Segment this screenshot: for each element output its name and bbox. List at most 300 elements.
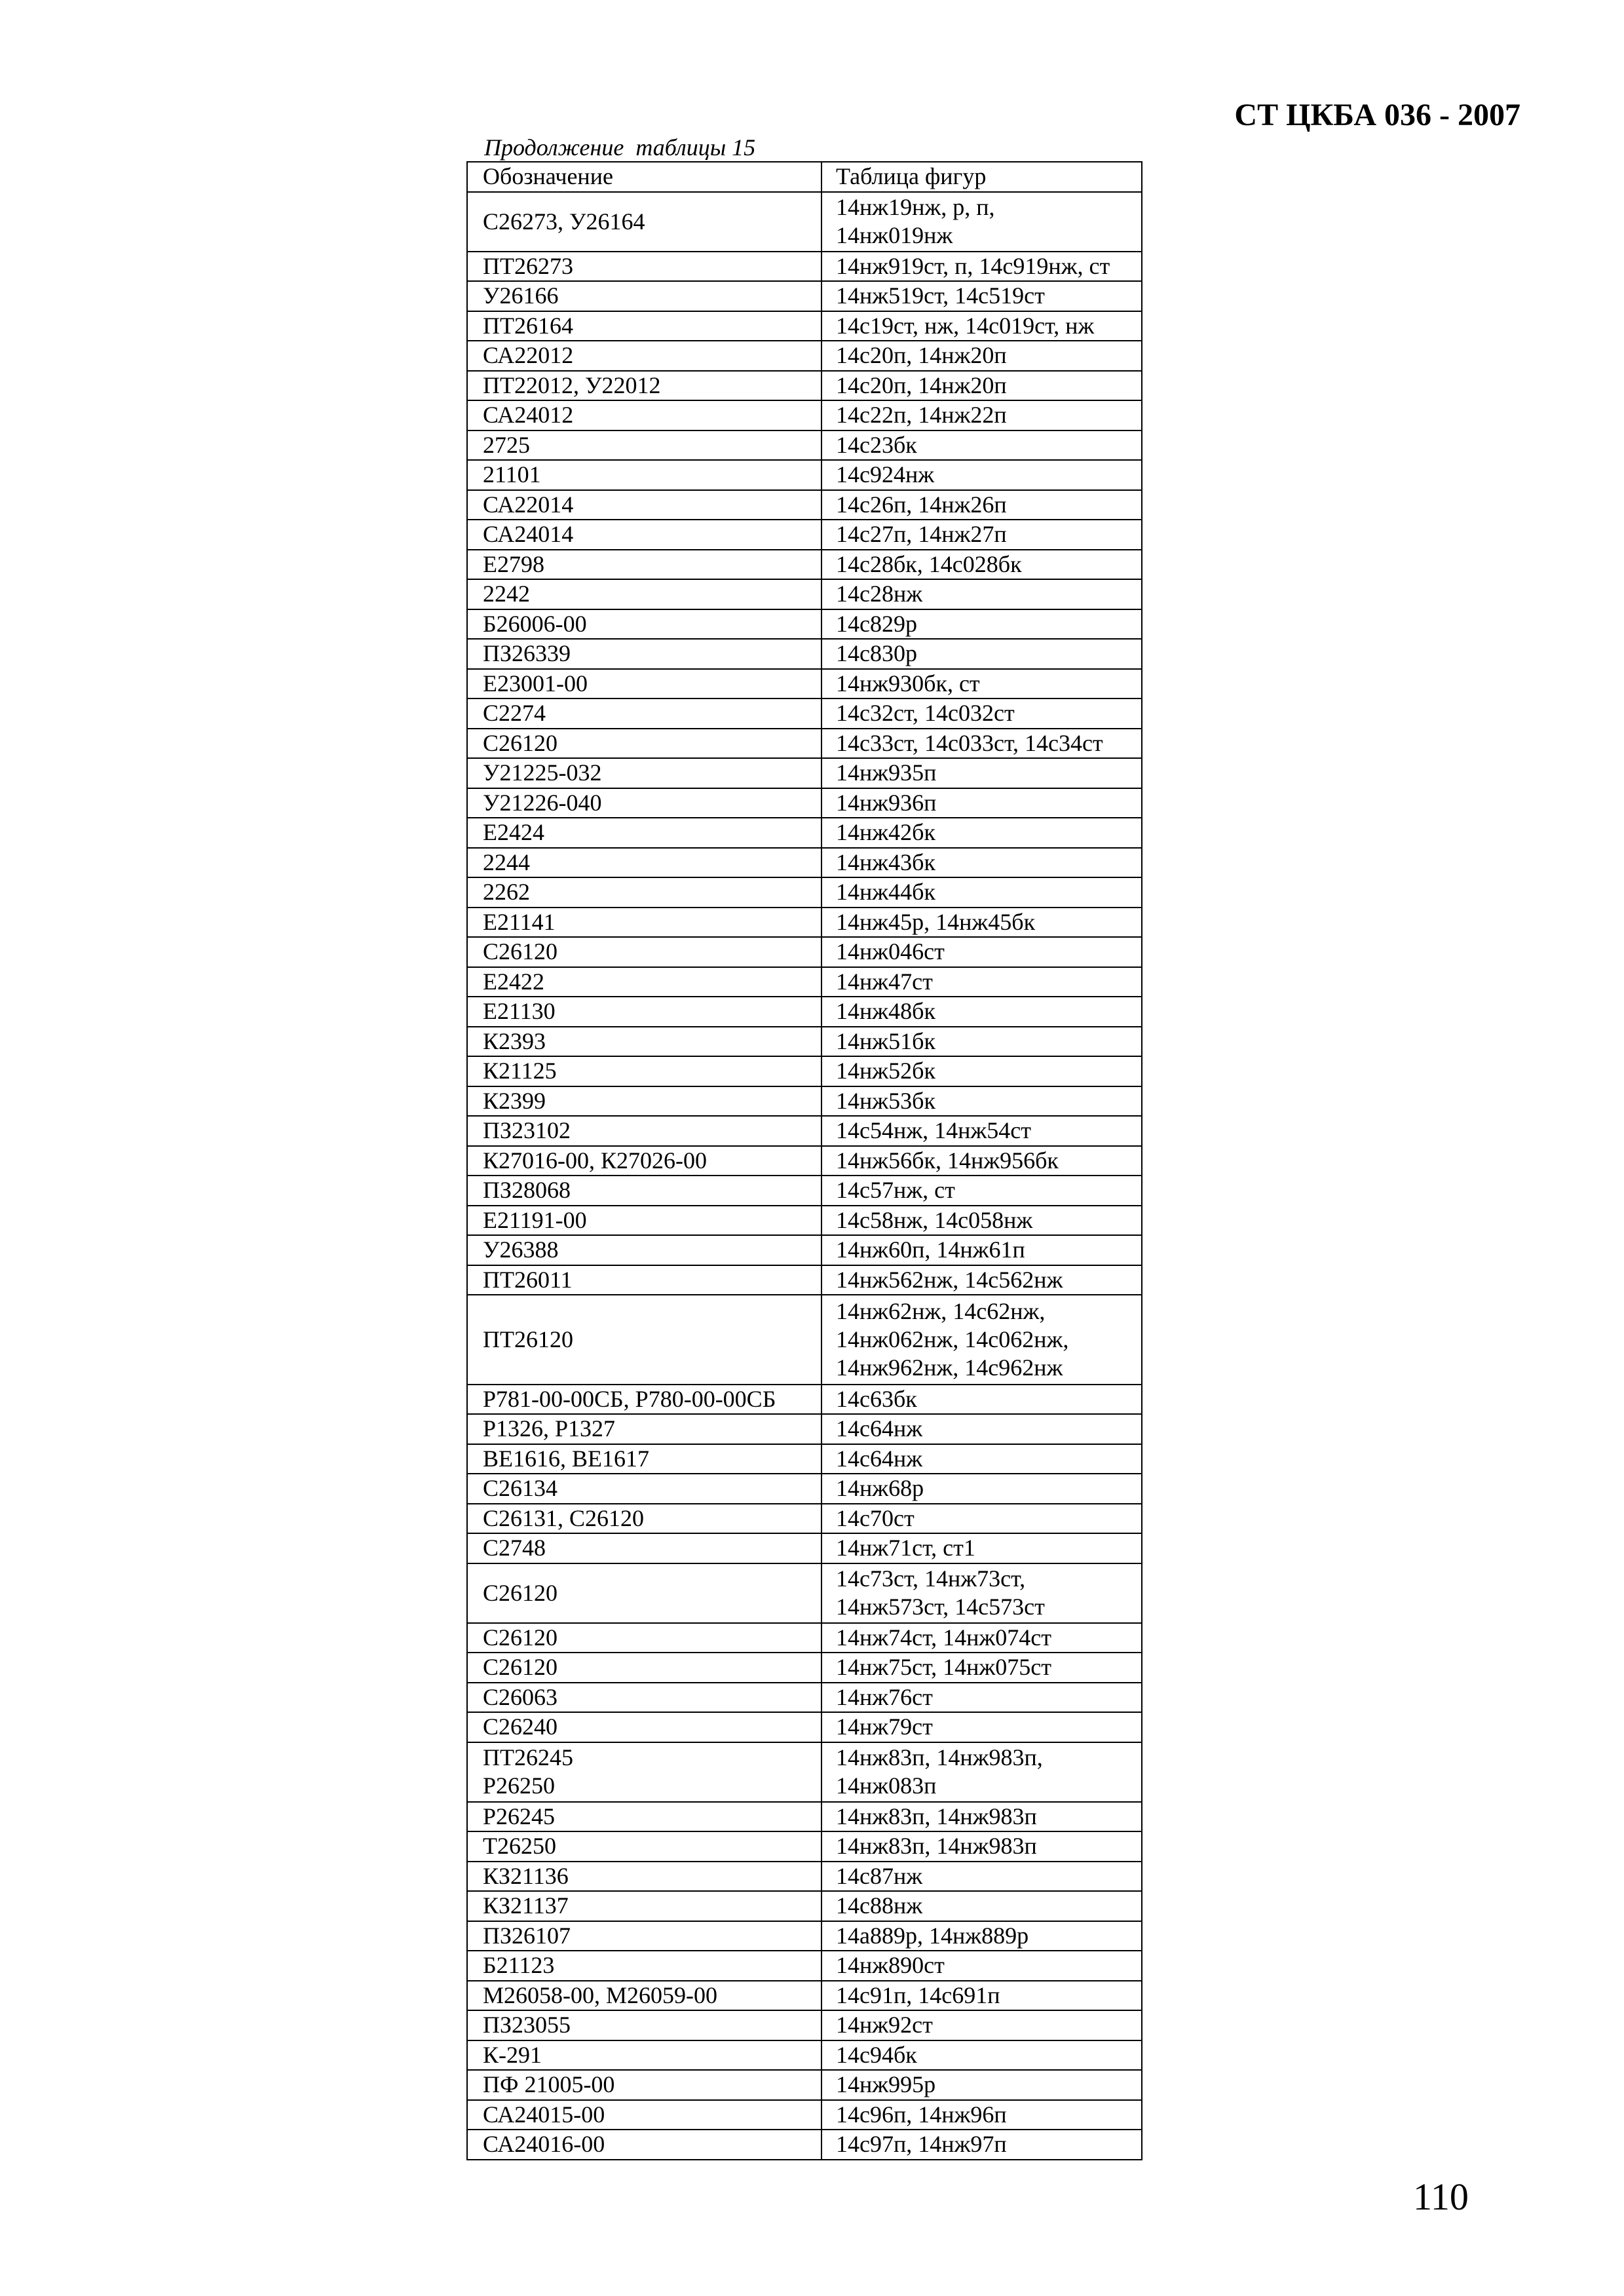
table-row	[468, 1117, 1141, 1147]
designation-cell	[468, 1266, 822, 1295]
designation-cell	[468, 2041, 822, 2070]
figure-table-line: 14нж83п, 14нж983п	[836, 1833, 1037, 1860]
designation-line: 21101	[483, 461, 541, 488]
designation-cell	[468, 729, 822, 758]
figure-table-line: 14с32ст, 14с032ст	[836, 700, 1015, 727]
table-caption: Продолжение таблицы 15	[484, 134, 756, 161]
table-row	[468, 1266, 1141, 1296]
figure-table-cell	[822, 193, 1141, 251]
table-row	[468, 640, 1141, 670]
column-header-designation-label: Обозначение	[483, 163, 613, 190]
figure-table-cell	[822, 1087, 1141, 1116]
table-row	[468, 1147, 1141, 1177]
designation-line: С2748	[483, 1535, 546, 1561]
designation-cell	[468, 849, 822, 877]
table-row	[468, 1951, 1141, 1981]
figure-table-cell	[822, 1057, 1141, 1086]
designation-cell	[468, 1385, 822, 1414]
table-row	[468, 789, 1141, 819]
figure-table-cell	[822, 1147, 1141, 1176]
figure-table-cell	[822, 520, 1141, 549]
figure-table-cell	[822, 252, 1141, 281]
figure-table-line: 14нж562нж, 14с562нж	[836, 1266, 1063, 1293]
table-row	[468, 1832, 1141, 1862]
table-row	[468, 2041, 1141, 2071]
figure-table-line: 14нж47ст	[836, 968, 933, 995]
designation-line: ПЗ23055	[483, 2012, 571, 2038]
figure-table-line: 14нж936п	[836, 789, 937, 816]
figure-table-cell	[822, 1236, 1141, 1265]
designation-line: ПФ 21005-00	[483, 2071, 615, 2098]
figure-table-line: 14с27п, 14нж27п	[836, 521, 1007, 548]
table-row	[468, 1564, 1141, 1624]
figure-table-cell	[822, 1803, 1141, 1831]
figure-table-cell	[822, 372, 1141, 400]
designation-cell	[468, 1236, 822, 1265]
table-row	[468, 938, 1141, 968]
designation-line: М26058-00, М26059-00	[483, 1981, 717, 2008]
designation-cell	[468, 759, 822, 788]
figure-table-cell	[822, 431, 1141, 460]
designation-cell	[468, 1564, 822, 1622]
designation-line: Р781-00-00СБ, Р780-00-00СБ	[483, 1385, 776, 1412]
figure-table-line: 14нж44бк	[836, 879, 935, 906]
figure-table-line: 14нж75ст, 14нж075ст	[836, 1654, 1051, 1681]
designation-cell	[468, 1206, 822, 1235]
figure-table-cell	[822, 670, 1141, 698]
figure-table-line: 14нж019нж	[836, 222, 953, 248]
designation-cell	[468, 193, 822, 251]
designation-line: ПТ26164	[483, 312, 573, 339]
figure-table-cell	[822, 789, 1141, 818]
column-header-figure-table-label: Таблица фигур	[836, 163, 987, 190]
table-row	[468, 193, 1141, 252]
figure-table-cell	[822, 2071, 1141, 2099]
table-row	[468, 818, 1141, 849]
figure-table-line: 14нж53бк	[836, 1087, 935, 1114]
designation-line: К2399	[483, 1087, 546, 1114]
designation-line: СА22014	[483, 491, 574, 518]
figure-table-cell	[822, 282, 1141, 311]
figure-table-cell	[822, 1415, 1141, 1444]
table-row	[468, 252, 1141, 282]
figure-table-line: 14нж74ст, 14нж074ст	[836, 1624, 1051, 1651]
designation-cell	[468, 1981, 822, 2010]
figure-table-cell	[822, 968, 1141, 997]
table-row	[468, 491, 1141, 521]
figure-table-cell	[822, 1951, 1141, 1980]
designation-line: С26120	[483, 1654, 558, 1681]
table-row	[468, 908, 1141, 938]
designation-line: СА24016-00	[483, 2131, 605, 2158]
designation-line: С26240	[483, 1713, 558, 1740]
designation-line: Е23001-00	[483, 670, 588, 697]
designation-cell	[468, 2101, 822, 2130]
figure-table-line: 14с54нж, 14нж54ст	[836, 1117, 1031, 1144]
designation-cell	[468, 1445, 822, 1474]
figure-table-line: 14с20п, 14нж20п	[836, 372, 1007, 398]
figure-table-cell	[822, 1445, 1141, 1474]
figure-table-cell	[822, 1743, 1141, 1801]
figure-table-line: 14с830р	[836, 640, 917, 667]
figure-table-cell	[822, 1653, 1141, 1682]
table-row	[468, 1713, 1141, 1743]
figure-table-line: 14нж935п	[836, 759, 937, 786]
table-row	[468, 1206, 1141, 1236]
designation-cell	[468, 1683, 822, 1712]
table-row	[468, 670, 1141, 700]
table-row	[468, 1534, 1141, 1564]
table-row	[468, 610, 1141, 640]
figure-table-line: 14нж83п, 14нж983п,	[836, 1744, 1043, 1770]
designation-cell	[468, 1504, 822, 1533]
figure-table-cell	[822, 938, 1141, 966]
table-row	[468, 849, 1141, 879]
table-row	[468, 1862, 1141, 1892]
table-header-row	[468, 163, 1141, 193]
designation-line: СА24014	[483, 521, 574, 548]
figure-table-cell	[822, 1385, 1141, 1414]
figure-table-line: 14с97п, 14нж97п	[836, 2131, 1007, 2158]
designation-line: К21125	[483, 1058, 557, 1084]
document-code-header: СТ ЦКБА 036 - 2007	[1234, 98, 1520, 132]
figure-table-line: 14нж79ст	[836, 1713, 933, 1740]
figure-table-cell	[822, 1266, 1141, 1295]
designation-cell	[468, 2011, 822, 2040]
table-row	[468, 878, 1141, 908]
designation-cell	[468, 1713, 822, 1742]
figure-table-line: 14с26п, 14нж26п	[836, 491, 1007, 518]
figure-table-cell	[822, 1474, 1141, 1503]
table-row	[468, 1892, 1141, 1922]
figure-table-cell	[822, 1206, 1141, 1235]
designation-cell	[468, 1653, 822, 1682]
figure-table-cell	[822, 1624, 1141, 1653]
table-row	[468, 1653, 1141, 1683]
figure-table-line: 14с64нж	[836, 1445, 923, 1472]
designation-line: 2244	[483, 849, 530, 875]
figure-table-line: 14нж919ст, п, 14с919нж, ст	[836, 252, 1110, 279]
designation-cell	[468, 1862, 822, 1891]
figure-table-cell	[822, 610, 1141, 639]
table-row	[468, 759, 1141, 789]
table-row	[468, 1027, 1141, 1058]
figure-table-cell	[822, 1504, 1141, 1533]
table-row	[468, 282, 1141, 312]
designation-line: Е2424	[483, 819, 544, 846]
figure-table-line: 14нж56бк, 14нж956бк	[836, 1147, 1059, 1174]
figure-table-cell	[822, 550, 1141, 579]
designation-cell	[468, 491, 822, 520]
figure-table-line: 14с23бк	[836, 431, 917, 458]
figure-table-line: 14нж92ст	[836, 2012, 933, 2038]
figure-table-cell	[822, 1176, 1141, 1205]
figure-table-line: 14нж48бк	[836, 998, 935, 1025]
figure-table-line: 14с64нж	[836, 1415, 923, 1442]
designation-line: К-291	[483, 2041, 542, 2068]
designation-line: С26273, У26164	[483, 208, 645, 235]
table-row	[468, 1743, 1141, 1803]
table-row	[468, 2011, 1141, 2041]
figure-table-cell	[822, 1713, 1141, 1742]
designation-line: К2393	[483, 1027, 546, 1054]
figure-table-cell	[822, 1862, 1141, 1891]
table-row	[468, 2130, 1141, 2160]
designation-line: С26134	[483, 1475, 558, 1502]
designation-line: С26120	[483, 1624, 558, 1651]
figure-table-cell	[822, 1981, 1141, 2010]
designation-cell	[468, 1057, 822, 1086]
designation-line: С26131, С26120	[483, 1504, 645, 1531]
figure-table-line: 14нж45р, 14нж45бк	[836, 908, 1036, 935]
designation-line: Р1326, Р1327	[483, 1415, 616, 1442]
figure-table-line: 14с73ст, 14нж73ст,	[836, 1565, 1026, 1592]
figure-table-line: 14с924нж	[836, 461, 935, 488]
designation-cell	[468, 968, 822, 997]
table-row	[468, 699, 1141, 729]
figure-table-cell	[822, 908, 1141, 937]
designation-cell	[468, 789, 822, 818]
figure-table-cell	[822, 2011, 1141, 2040]
designation-line: Е2422	[483, 968, 544, 995]
figure-table-cell	[822, 699, 1141, 728]
figure-table-cell	[822, 729, 1141, 758]
designation-cell	[468, 699, 822, 728]
figure-table-line: 14нж68р	[836, 1475, 924, 1502]
designation-line: Б21123	[483, 1952, 555, 1979]
designation-cell	[468, 1176, 822, 1205]
figure-table-line: 14с829р	[836, 610, 917, 637]
figure-table-cell	[822, 2041, 1141, 2070]
figure-table-line: 14с94бк	[836, 2041, 917, 2068]
designation-cell	[468, 282, 822, 311]
figure-table-line: 14с87нж	[836, 1862, 923, 1889]
figure-table-line: 14нж83п, 14нж983п	[836, 1803, 1037, 1829]
designation-cell	[468, 520, 822, 549]
figure-table-line: 14а889р, 14нж889р	[836, 1922, 1029, 1949]
figure-table-cell	[822, 818, 1141, 847]
figure-table-line: 14с28бк, 14с028бк	[836, 550, 1022, 577]
figure-table-cell	[822, 2101, 1141, 2130]
figure-table-cell	[822, 2130, 1141, 2159]
figure-table-line: 14нж42бк	[836, 819, 935, 846]
figure-table-line: 14нж43бк	[836, 849, 935, 875]
designation-cell	[468, 372, 822, 400]
designation-cell	[468, 1743, 822, 1801]
figure-table-line: 14с57нж, ст	[836, 1177, 955, 1204]
designation-cell	[468, 1922, 822, 1951]
designation-line: У26166	[483, 282, 559, 309]
designation-line: Т26250	[483, 1833, 556, 1860]
table-row	[468, 1295, 1141, 1385]
designation-line: 2242	[483, 581, 530, 607]
designation-line: СА24015-00	[483, 2101, 605, 2128]
figure-table-cell	[822, 640, 1141, 668]
figure-table-line: 14нж083п	[836, 1772, 937, 1799]
table-row	[468, 968, 1141, 998]
designation-cell	[468, 1415, 822, 1444]
figure-table-cell	[822, 1534, 1141, 1563]
table-row	[468, 401, 1141, 431]
figure-table-line: 14с88нж	[836, 1892, 923, 1919]
table-row	[468, 1922, 1141, 1952]
table-row	[468, 2101, 1141, 2131]
designation-line: Б26006-00	[483, 610, 587, 637]
designation-line: 2725	[483, 431, 530, 458]
table-row	[468, 1176, 1141, 1206]
figure-table-line: 14нж995р	[836, 2071, 936, 2098]
designation-cell	[468, 997, 822, 1026]
column-header-designation	[468, 163, 822, 191]
table-row	[468, 1981, 1141, 2012]
table-row	[468, 580, 1141, 610]
figure-table-line: 14нж930бк, ст	[836, 670, 980, 697]
designation-cell	[468, 1803, 822, 1831]
designation-cell	[468, 1951, 822, 1980]
figure-table-line: 14с58нж, 14с058нж	[836, 1206, 1033, 1233]
table-row	[468, 1474, 1141, 1504]
figure-table-line: 14нж046ст	[836, 938, 945, 965]
table-row	[468, 1445, 1141, 1475]
designation-cell	[468, 1624, 822, 1653]
figure-table-line: 14нж62нж, 14с62нж,	[836, 1297, 1046, 1324]
designation-line: Е21130	[483, 998, 556, 1025]
designation-line: 2262	[483, 879, 530, 906]
designation-cell	[468, 670, 822, 698]
figure-table-cell	[822, 759, 1141, 788]
figure-table-cell	[822, 1683, 1141, 1712]
figure-table-line: 14нж962нж, 14с962нж	[836, 1354, 1063, 1381]
designation-line: ПТ26245	[483, 1744, 573, 1770]
figure-table-line: 14с70ст	[836, 1504, 915, 1531]
figure-table-line: 14с91п, 14с691п	[836, 1981, 1000, 2008]
designation-line: С26120	[483, 729, 558, 756]
table-row	[468, 1803, 1141, 1833]
designation-cell	[468, 908, 822, 937]
designation-cell	[468, 878, 822, 907]
designation-cell	[468, 610, 822, 639]
designation-cell	[468, 938, 822, 966]
designation-cell	[468, 341, 822, 370]
figure-table-line: 14с19ст, нж, 14с019ст, нж	[836, 312, 1095, 339]
designation-line: ПТ26120	[483, 1326, 573, 1352]
table-row	[468, 1683, 1141, 1713]
designation-line: ПЗ23102	[483, 1117, 571, 1144]
table-row	[468, 550, 1141, 581]
designation-line: ПТ26273	[483, 252, 573, 279]
figure-table-line: 14нж52бк	[836, 1058, 935, 1084]
table-row	[468, 1624, 1141, 1654]
designation-line: КЗ21136	[483, 1862, 569, 1889]
designation-cell	[468, 431, 822, 460]
figure-table-cell	[822, 580, 1141, 609]
designation-cell	[468, 1087, 822, 1116]
figure-table-line: 14нж76ст	[836, 1683, 933, 1710]
table-row	[468, 1087, 1141, 1117]
designation-line: ПЗ26107	[483, 1922, 571, 1949]
designation-line: ПЗ26339	[483, 640, 571, 667]
designation-cell	[468, 252, 822, 281]
designation-cell	[468, 1892, 822, 1921]
designation-line: КЗ21137	[483, 1892, 569, 1919]
figure-table-cell	[822, 1117, 1141, 1145]
table-row	[468, 997, 1141, 1027]
figure-table-line: 14нж51бк	[836, 1027, 935, 1054]
designation-line: ВЕ1616, ВЕ1617	[483, 1445, 650, 1472]
figure-table-line: 14с20п, 14нж20п	[836, 342, 1007, 369]
designation-line: Е21191-00	[483, 1206, 587, 1233]
figure-table-line: 14с22п, 14нж22п	[836, 402, 1007, 429]
designation-line: У21225-032	[483, 759, 602, 786]
table-row	[468, 341, 1141, 372]
figure-table-line: 14с96п, 14нж96п	[836, 2101, 1007, 2128]
designation-cell	[468, 1474, 822, 1503]
designation-line: С26120	[483, 1579, 558, 1606]
designation-cell	[468, 1117, 822, 1145]
figure-table-cell	[822, 341, 1141, 370]
figure-table-line: 14нж60п, 14нж61п	[836, 1236, 1025, 1263]
figure-table-line: 14с63бк	[836, 1385, 917, 1412]
designation-cell	[468, 2130, 822, 2159]
designation-line: Р26250	[483, 1772, 556, 1799]
designation-cell	[468, 550, 822, 579]
figure-table-cell	[822, 997, 1141, 1026]
figure-table-cell	[822, 461, 1141, 489]
designation-line: С26120	[483, 938, 558, 965]
designation-line: Р26245	[483, 1803, 556, 1829]
table-row	[468, 729, 1141, 759]
designation-line: С26063	[483, 1683, 558, 1710]
figure-table-cell	[822, 1295, 1141, 1384]
figure-table-line: 14с33ст, 14с033ст, 14с34ст	[836, 729, 1103, 756]
designation-line: С2274	[483, 700, 546, 727]
figure-table-cell	[822, 1027, 1141, 1056]
figure-table-cell	[822, 1564, 1141, 1622]
figure-table-line: 14с28нж	[836, 581, 923, 607]
figure-table-cell	[822, 1922, 1141, 1951]
table-row	[468, 1415, 1141, 1445]
designation-line: СА24012	[483, 402, 574, 429]
table-row	[468, 2071, 1141, 2101]
designation-line: ПТ26011	[483, 1266, 573, 1293]
designation-cell	[468, 818, 822, 847]
figures-table	[466, 161, 1142, 2160]
column-header-figure-table	[822, 163, 1141, 191]
designation-line: Е2798	[483, 550, 544, 577]
designation-cell	[468, 1027, 822, 1056]
table-row	[468, 431, 1141, 461]
figure-table-cell	[822, 878, 1141, 907]
table-row	[468, 312, 1141, 342]
figure-table-cell	[822, 401, 1141, 430]
figure-table-cell	[822, 1832, 1141, 1861]
designation-cell	[468, 1832, 822, 1861]
designation-cell	[468, 312, 822, 341]
designation-line: К27016-00, К27026-00	[483, 1147, 707, 1174]
designation-line: У21226-040	[483, 789, 602, 816]
designation-cell	[468, 401, 822, 430]
table-row	[468, 461, 1141, 491]
figure-table-cell	[822, 491, 1141, 520]
figure-table-line: 14нж19нж, р, п,	[836, 194, 995, 220]
figure-table-line: 14нж062нж, 14с062нж,	[836, 1326, 1069, 1352]
figure-table-line: 14нж890ст	[836, 1952, 945, 1979]
figure-table-cell	[822, 849, 1141, 877]
designation-cell	[468, 640, 822, 668]
table-row	[468, 520, 1141, 550]
table-row	[468, 1236, 1141, 1266]
table-row	[468, 1385, 1141, 1415]
